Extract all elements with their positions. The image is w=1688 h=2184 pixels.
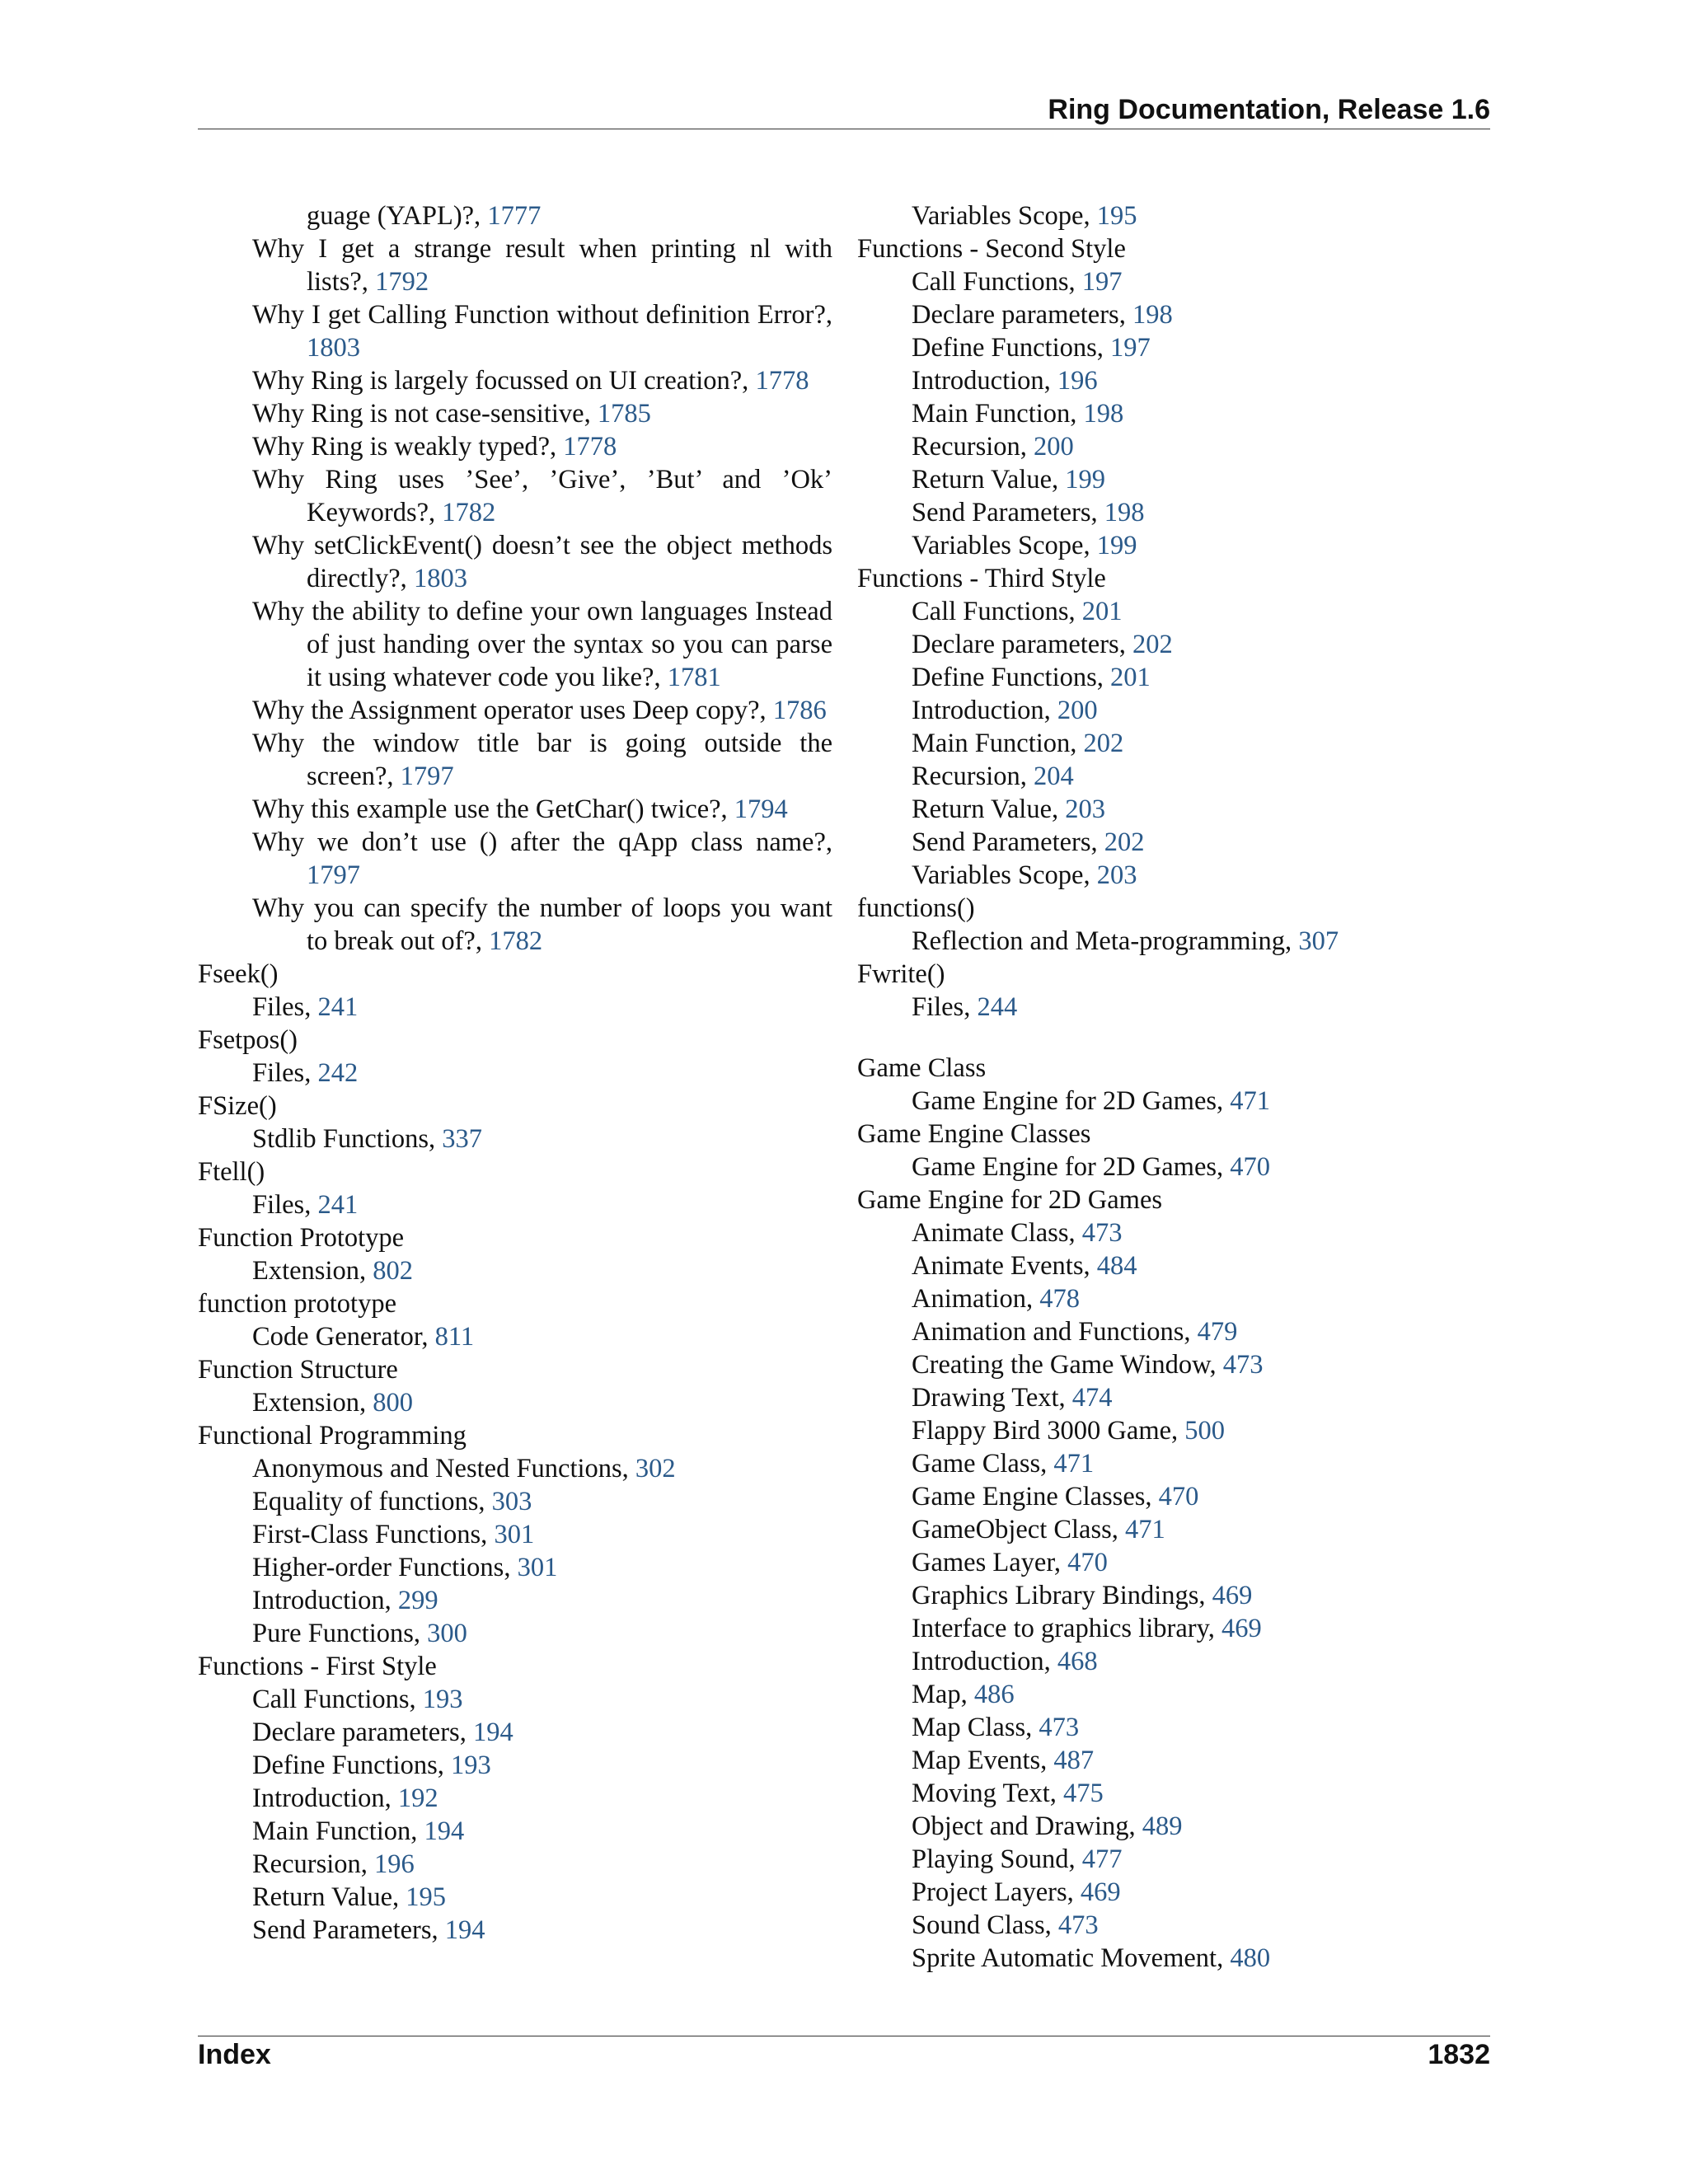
index-subentry <box>857 826 1492 859</box>
index-entry-text: Return Value, <box>912 794 1066 824</box>
page-reference-link[interactable]: 1803 <box>413 564 467 593</box>
index-subentry <box>198 727 832 793</box>
page-reference-link[interactable]: 303 <box>491 1487 532 1516</box>
index-subentry <box>198 1716 832 1749</box>
index-subentry <box>857 1876 1492 1909</box>
index-entry-text: Animate Class, <box>912 1218 1082 1248</box>
index-entry-text: Why this example use the GetChar() twice?, <box>252 794 734 824</box>
index-term <box>857 1118 1492 1151</box>
page-reference-link[interactable]: 475 <box>1063 1779 1104 1808</box>
index-entry-text: Animation and Functions, <box>912 1317 1198 1347</box>
page-reference-link[interactable]: 197 <box>1110 333 1151 363</box>
index-subentry <box>857 1678 1492 1711</box>
index-subentry <box>857 694 1492 727</box>
index-subentry <box>198 1122 832 1155</box>
index-entry-text: Fseek() <box>198 959 279 989</box>
page-reference-link[interactable]: 471 <box>1230 1086 1271 1116</box>
index-subentry <box>857 1546 1492 1579</box>
page-reference-link[interactable]: 470 <box>1158 1482 1199 1511</box>
index-entry-text: Higher-order Functions, <box>252 1553 518 1582</box>
index-subentry <box>198 1386 832 1419</box>
index-subentry <box>198 364 832 397</box>
index-column-left <box>198 199 832 1947</box>
page-reference-link[interactable]: 300 <box>427 1619 467 1648</box>
index-subentry <box>857 727 1492 760</box>
page-reference-link[interactable]: 198 <box>1132 300 1173 330</box>
index-entry-text: Declare parameters, <box>912 630 1132 659</box>
index-term <box>198 1650 832 1683</box>
page-reference-link[interactable]: 469 <box>1080 1877 1121 1907</box>
index-subentry <box>198 1485 832 1518</box>
index-subentry <box>857 1381 1492 1414</box>
index-term <box>198 1419 832 1452</box>
index-entry-text: Recursion, <box>912 432 1034 462</box>
index-entry-text: Define Functions, <box>912 333 1111 363</box>
page-header-title: Ring Documentation, Release 1.6 <box>1048 94 1490 125</box>
index-entry-text: FSize() <box>198 1091 277 1121</box>
index-entry-text: Send Parameters, <box>252 1915 445 1945</box>
index-entry-text: Files, <box>912 992 978 1022</box>
index-entry-text: Why I get a strange result when printing nl with lists?, <box>252 234 832 297</box>
index-entry-text: Introduction, <box>252 1783 398 1813</box>
index-entry-text: First-Class Functions, <box>252 1520 495 1549</box>
index-subentry <box>857 1777 1492 1810</box>
page-reference-link[interactable]: 242 <box>317 1058 359 1088</box>
page-reference-link[interactable]: 244 <box>977 992 1018 1022</box>
page-reference-link[interactable]: 484 <box>1096 1251 1137 1281</box>
index-entry-text: Files, <box>252 992 318 1022</box>
index-subentry <box>857 1315 1492 1348</box>
page-reference-link[interactable]: 1786 <box>772 696 827 725</box>
index-entry-text: Introduction, <box>912 1647 1057 1676</box>
page-reference-link[interactable]: 194 <box>472 1718 513 1747</box>
page-reference-link[interactable]: 477 <box>1081 1844 1123 1874</box>
index-entry-text: Game Engine for 2D Games, <box>912 1086 1231 1116</box>
page-reference-link[interactable]: 301 <box>517 1553 558 1582</box>
index-entry-text: Object and Drawing, <box>912 1811 1142 1841</box>
page-reference-link[interactable]: 199 <box>1096 531 1137 560</box>
index-subentry <box>198 1057 832 1090</box>
page-reference-link[interactable]: 489 <box>1142 1811 1183 1841</box>
index-entry-text: Stdlib Functions, <box>252 1124 443 1154</box>
page-reference-link[interactable]: 1777 <box>487 201 542 231</box>
index-subentry <box>198 826 832 892</box>
index-entry-text: Call Functions, <box>252 1685 423 1714</box>
page-reference-link[interactable]: 202 <box>1132 630 1173 659</box>
index-entry-text: Creating the Game Window, <box>912 1350 1223 1380</box>
index-subentry <box>198 694 832 727</box>
page-reference-link[interactable]: 1778 <box>563 432 617 462</box>
page-reference-link[interactable]: 1794 <box>734 794 788 824</box>
index-term <box>857 1052 1492 1085</box>
page-reference-link[interactable]: 194 <box>444 1915 485 1945</box>
index-entry-text: Map Events, <box>912 1746 1054 1775</box>
page-reference-link[interactable]: 196 <box>374 1849 415 1879</box>
index-subentry <box>198 1188 832 1221</box>
page-reference-link[interactable]: 468 <box>1057 1647 1098 1676</box>
index-entry-text: Moving Text, <box>912 1779 1064 1808</box>
index-subentry <box>198 1815 832 1848</box>
index-entry-text: Interface to graphics library, <box>912 1614 1221 1643</box>
index-term <box>857 232 1492 265</box>
page-reference-link[interactable]: 198 <box>1104 498 1145 527</box>
page-reference-link[interactable]: 473 <box>1081 1218 1123 1248</box>
page-reference-link[interactable]: 195 <box>406 1882 446 1912</box>
index-entry-text: Why Ring is weakly typed?, <box>252 432 564 462</box>
page-reference-link[interactable]: 473 <box>1039 1713 1080 1742</box>
index-entry-text: Game Class <box>857 1053 987 1083</box>
index-subentry <box>857 1711 1492 1744</box>
footer-section-label: Index <box>198 2039 271 2070</box>
index-term <box>857 562 1492 595</box>
page-reference-link[interactable]: 302 <box>635 1454 676 1483</box>
index-subentry <box>198 991 832 1024</box>
index-subentry <box>857 925 1492 958</box>
index-entry-text: Why the ability to define your own languages Instead of just handing over the syntax so you can parse it using whatever code you like?, <box>252 597 832 692</box>
page-reference-link[interactable]: 201 <box>1081 597 1123 626</box>
index-term <box>857 1183 1492 1216</box>
index-column-right <box>857 199 1492 1975</box>
index-entry-text: Anonymous and Nested Functions, <box>252 1454 635 1483</box>
index-entry-text: Sound Class, <box>912 1910 1058 1940</box>
index-subentry <box>857 265 1492 298</box>
index-subentry <box>857 1216 1492 1249</box>
index-entry-text: Declare parameters, <box>252 1718 473 1747</box>
index-subentry <box>857 529 1492 562</box>
index-subentry <box>857 661 1492 694</box>
page-reference-link[interactable]: 487 <box>1053 1746 1095 1775</box>
index-entry-text: Drawing Text, <box>912 1383 1072 1413</box>
index-entry-text: Declare parameters, <box>912 300 1132 330</box>
index-subentry <box>198 1848 832 1881</box>
page-reference-link[interactable]: 202 <box>1104 827 1145 857</box>
page-reference-link[interactable]: 301 <box>494 1520 535 1549</box>
index-entry-text: Function Prototype <box>198 1223 405 1253</box>
index-subentry <box>857 1612 1492 1645</box>
index-subentry <box>857 760 1492 793</box>
index-entry-text: Why you can specify the number of loops you want to break out of?, <box>252 893 832 956</box>
page-reference-link[interactable]: 195 <box>1096 201 1137 231</box>
index-term <box>198 958 832 991</box>
index-entry-text: Map, <box>912 1680 974 1709</box>
page-reference-link[interactable]: 307 <box>1298 926 1339 956</box>
index-term <box>198 1353 832 1386</box>
index-subentry <box>198 1254 832 1287</box>
index-entry-text: Playing Sound, <box>912 1844 1082 1874</box>
index-entry-text: function prototype <box>198 1289 396 1319</box>
index-entry-text: Graphics Library Bindings, <box>912 1581 1212 1610</box>
page-reference-link[interactable]: 469 <box>1212 1581 1253 1610</box>
index-entry-text: Extension, <box>252 1388 373 1418</box>
index-term <box>198 1287 832 1320</box>
index-term <box>198 1090 832 1122</box>
index-entry-text: Why Ring uses ’See’, ’Give’, ’But’ and ’Ok’ Keywords?, <box>252 465 832 527</box>
index-entry-text: Project Layers, <box>912 1877 1081 1907</box>
index-entry-text: Extension, <box>252 1256 373 1286</box>
index-subentry <box>198 1551 832 1584</box>
index-subentry <box>857 628 1492 661</box>
index-subentry <box>857 1645 1492 1678</box>
index-term <box>198 1024 832 1057</box>
index-subentry <box>857 331 1492 364</box>
page-reference-link[interactable]: 202 <box>1083 729 1124 758</box>
index-entry-text: Games Layer, <box>912 1548 1068 1577</box>
index-subentry <box>857 1513 1492 1546</box>
index-subentry <box>857 793 1492 826</box>
footer-page-number: 1832 <box>1428 2039 1490 2070</box>
index-entry-text: Function Structure <box>198 1355 398 1385</box>
index-subentry <box>857 1744 1492 1777</box>
index-term <box>857 958 1492 991</box>
page-reference-link[interactable]: 241 <box>317 1190 359 1220</box>
index-entry-text: Ftell() <box>198 1157 265 1187</box>
index-subentry <box>198 1518 832 1551</box>
page-reference-link[interactable]: 299 <box>397 1586 438 1615</box>
page-reference-link[interactable]: 193 <box>422 1685 463 1714</box>
page-reference-link[interactable]: 473 <box>1057 1910 1099 1940</box>
index-subentry <box>857 859 1492 892</box>
index-entry-text: Variables Scope, <box>912 531 1097 560</box>
index-subentry <box>857 199 1492 232</box>
index-entry-text: Define Functions, <box>252 1750 452 1780</box>
index-entry-text: Fwrite() <box>857 959 945 989</box>
page-reference-link[interactable]: 200 <box>1034 432 1074 462</box>
index-subentry <box>857 364 1492 397</box>
page-reference-link[interactable]: 204 <box>1034 762 1074 791</box>
index-subentry <box>857 1151 1492 1183</box>
index-entry-text: Functions - Third Style <box>857 564 1106 593</box>
index-subentry <box>198 1782 832 1815</box>
page-reference-link[interactable]: 1797 <box>400 762 454 791</box>
page-reference-link[interactable]: 196 <box>1057 366 1098 396</box>
index-subentry <box>857 1249 1492 1282</box>
index-entry-text: Recursion, <box>252 1849 375 1879</box>
index-entry-text: Why the window title bar is going outside the screen?, <box>252 729 832 791</box>
index-entry-text: GameObject Class, <box>912 1515 1126 1544</box>
index-subentry <box>857 298 1492 331</box>
page-reference-link[interactable]: 1778 <box>755 366 809 396</box>
index-subentry <box>198 1617 832 1650</box>
index-subentry <box>857 1942 1492 1975</box>
page-reference-link[interactable]: 470 <box>1230 1152 1271 1182</box>
index-term <box>857 892 1492 925</box>
index-subentry <box>198 430 832 463</box>
index-subentry <box>198 892 832 958</box>
index-subentry <box>857 1447 1492 1480</box>
index-subentry <box>857 1579 1492 1612</box>
page-reference-link[interactable]: 337 <box>442 1124 482 1154</box>
index-entry-text: Game Engine for 2D Games, <box>912 1152 1231 1182</box>
index-entry-text: Recursion, <box>912 762 1034 791</box>
index-entry-text: Game Engine for 2D Games <box>857 1185 1163 1215</box>
page-reference-link[interactable]: 480 <box>1230 1943 1271 1973</box>
index-entry-text: Animation, <box>912 1284 1040 1314</box>
page-reference-link[interactable]: 203 <box>1096 860 1137 890</box>
page-reference-link[interactable]: 471 <box>1053 1449 1095 1479</box>
page-reference-link[interactable]: 473 <box>1222 1350 1264 1380</box>
index-entry-text: Define Functions, <box>912 663 1111 692</box>
index-subentry <box>198 1683 832 1716</box>
index-subentry <box>198 1881 832 1914</box>
index-subentry <box>857 1810 1492 1843</box>
index-entry-text: Files, <box>252 1058 318 1088</box>
page-reference-link[interactable]: 1803 <box>307 333 360 363</box>
index-term <box>198 1155 832 1188</box>
index-entry-text: Game Engine Classes, <box>912 1482 1159 1511</box>
index-entry-text: guage (YAPL)?, <box>307 201 488 231</box>
index-entry-text: functions() <box>857 893 975 923</box>
index-entry-text: Send Parameters, <box>912 827 1104 857</box>
page-reference-link[interactable]: 802 <box>373 1256 413 1286</box>
index-subentry <box>857 397 1492 430</box>
index-entry-text: Functions - First Style <box>198 1652 437 1681</box>
index-entry-text: Game Engine Classes <box>857 1119 1091 1149</box>
page-reference-link[interactable]: 800 <box>373 1388 413 1418</box>
index-subentry <box>198 529 832 595</box>
page-reference-link[interactable]: 811 <box>434 1322 475 1352</box>
index-entry-text: Variables Scope, <box>912 201 1097 231</box>
page-reference-link[interactable]: 199 <box>1065 465 1105 494</box>
index-entry-text: Functional Programming <box>198 1421 467 1451</box>
index-entry-text: Introduction, <box>252 1586 398 1615</box>
page-reference-link[interactable]: 471 <box>1125 1515 1165 1544</box>
index-entry-text: Introduction, <box>912 696 1057 725</box>
index-subentry <box>198 793 832 826</box>
index-subentry <box>198 463 832 529</box>
page-reference-link[interactable]: 193 <box>451 1750 491 1780</box>
index-entry-text: Call Functions, <box>912 597 1082 626</box>
index-entry-text: Why setClickEvent() doesn’t see the object methods directly?, <box>252 531 832 593</box>
index-subentry <box>857 1909 1492 1942</box>
index-entry-text: Why I get Calling Function without definition Error?, <box>252 300 832 330</box>
index-term <box>198 1221 832 1254</box>
index-subentry <box>857 1282 1492 1315</box>
page-reference-link[interactable]: 241 <box>317 992 359 1022</box>
index-entry-text: Reflection and Meta-programming, <box>912 926 1299 956</box>
index-entry-text: Sprite Automatic Movement, <box>912 1943 1231 1973</box>
index-entry-text: Send Parameters, <box>912 498 1104 527</box>
index-entry-text: Code Generator, <box>252 1322 435 1352</box>
index-subentry <box>857 1480 1492 1513</box>
page-reference-link[interactable]: 469 <box>1221 1614 1262 1643</box>
index-subentry <box>198 232 832 298</box>
index-entry-text: Why we don’t use () after the qApp class name?, <box>252 827 832 857</box>
index-subentry <box>198 298 832 364</box>
index-subentry <box>198 595 832 694</box>
index-entry-text: Animate Events, <box>912 1251 1097 1281</box>
index-subentry <box>857 1414 1492 1447</box>
page-reference-link[interactable]: 200 <box>1057 696 1098 725</box>
index-subentry <box>857 991 1492 1024</box>
page-reference-link[interactable]: 470 <box>1067 1548 1108 1577</box>
index-entry-text: Main Function, <box>252 1816 424 1846</box>
page-reference-link[interactable]: 198 <box>1083 399 1124 429</box>
index-entry-text: Why Ring is largely focussed on UI creation?, <box>252 366 756 396</box>
index-subentry <box>198 1749 832 1782</box>
index-entry-text: Why the Assignment operator uses Deep copy?, <box>252 696 773 725</box>
index-entry-text: Equality of functions, <box>252 1487 492 1516</box>
index-entry-text: Introduction, <box>912 366 1057 396</box>
page-reference-link[interactable]: 194 <box>424 1816 465 1846</box>
index-entry-text: Variables Scope, <box>912 860 1097 890</box>
page-reference-link[interactable]: 203 <box>1065 794 1105 824</box>
page-reference-link[interactable]: 1782 <box>489 926 543 956</box>
page-reference-link[interactable]: 474 <box>1071 1383 1113 1413</box>
index-subentry <box>857 1348 1492 1381</box>
index-subentry <box>198 1452 832 1485</box>
index-entry-text: Fsetpos() <box>198 1025 298 1055</box>
index-entry-text: Main Function, <box>912 729 1084 758</box>
page-reference-link[interactable]: 201 <box>1110 663 1151 692</box>
index-subentry <box>198 1584 832 1617</box>
page-reference-link[interactable]: 1797 <box>307 860 360 890</box>
index-subentry <box>198 1914 832 1947</box>
page-reference-link[interactable]: 500 <box>1184 1416 1226 1446</box>
index-entry-text: Why Ring is not case-sensitive, <box>252 399 598 429</box>
index-entry-text: Functions - Second Style <box>857 234 1126 264</box>
index-entry-text: Flappy Bird 3000 Game, <box>912 1416 1185 1446</box>
index-subentry <box>857 1085 1492 1118</box>
index-subentry <box>198 199 832 232</box>
index-entry-text: Call Functions, <box>912 267 1082 297</box>
page-reference-link[interactable]: 1785 <box>597 399 651 429</box>
index-entry-text: Return Value, <box>912 465 1066 494</box>
index-subentry <box>857 430 1492 463</box>
index-subentry <box>857 595 1492 628</box>
index-subentry <box>857 1843 1492 1876</box>
page-reference-link[interactable]: 486 <box>973 1680 1015 1709</box>
index-entry-text: Pure Functions, <box>252 1619 428 1648</box>
index-entry-text: Game Class, <box>912 1449 1054 1479</box>
page-reference-link[interactable]: 1781 <box>667 663 721 692</box>
page-reference-link[interactable]: 1792 <box>375 267 429 297</box>
index-entry-text: Main Function, <box>912 399 1084 429</box>
index-entry-text: Return Value, <box>252 1882 406 1912</box>
index-subentry <box>198 397 832 430</box>
index-entry-text: Files, <box>252 1190 318 1220</box>
page-reference-link[interactable]: 192 <box>397 1783 438 1813</box>
index-subentry <box>857 496 1492 529</box>
index-subentry <box>198 1320 832 1353</box>
page-reference-link[interactable]: 1782 <box>442 498 496 527</box>
index-entry-text: Map Class, <box>912 1713 1039 1742</box>
page-reference-link[interactable]: 478 <box>1039 1284 1081 1314</box>
page-reference-link[interactable]: 197 <box>1081 267 1123 297</box>
index-subentry <box>857 463 1492 496</box>
page-reference-link[interactable]: 479 <box>1197 1317 1238 1347</box>
index-letter-gap <box>857 1024 1492 1052</box>
